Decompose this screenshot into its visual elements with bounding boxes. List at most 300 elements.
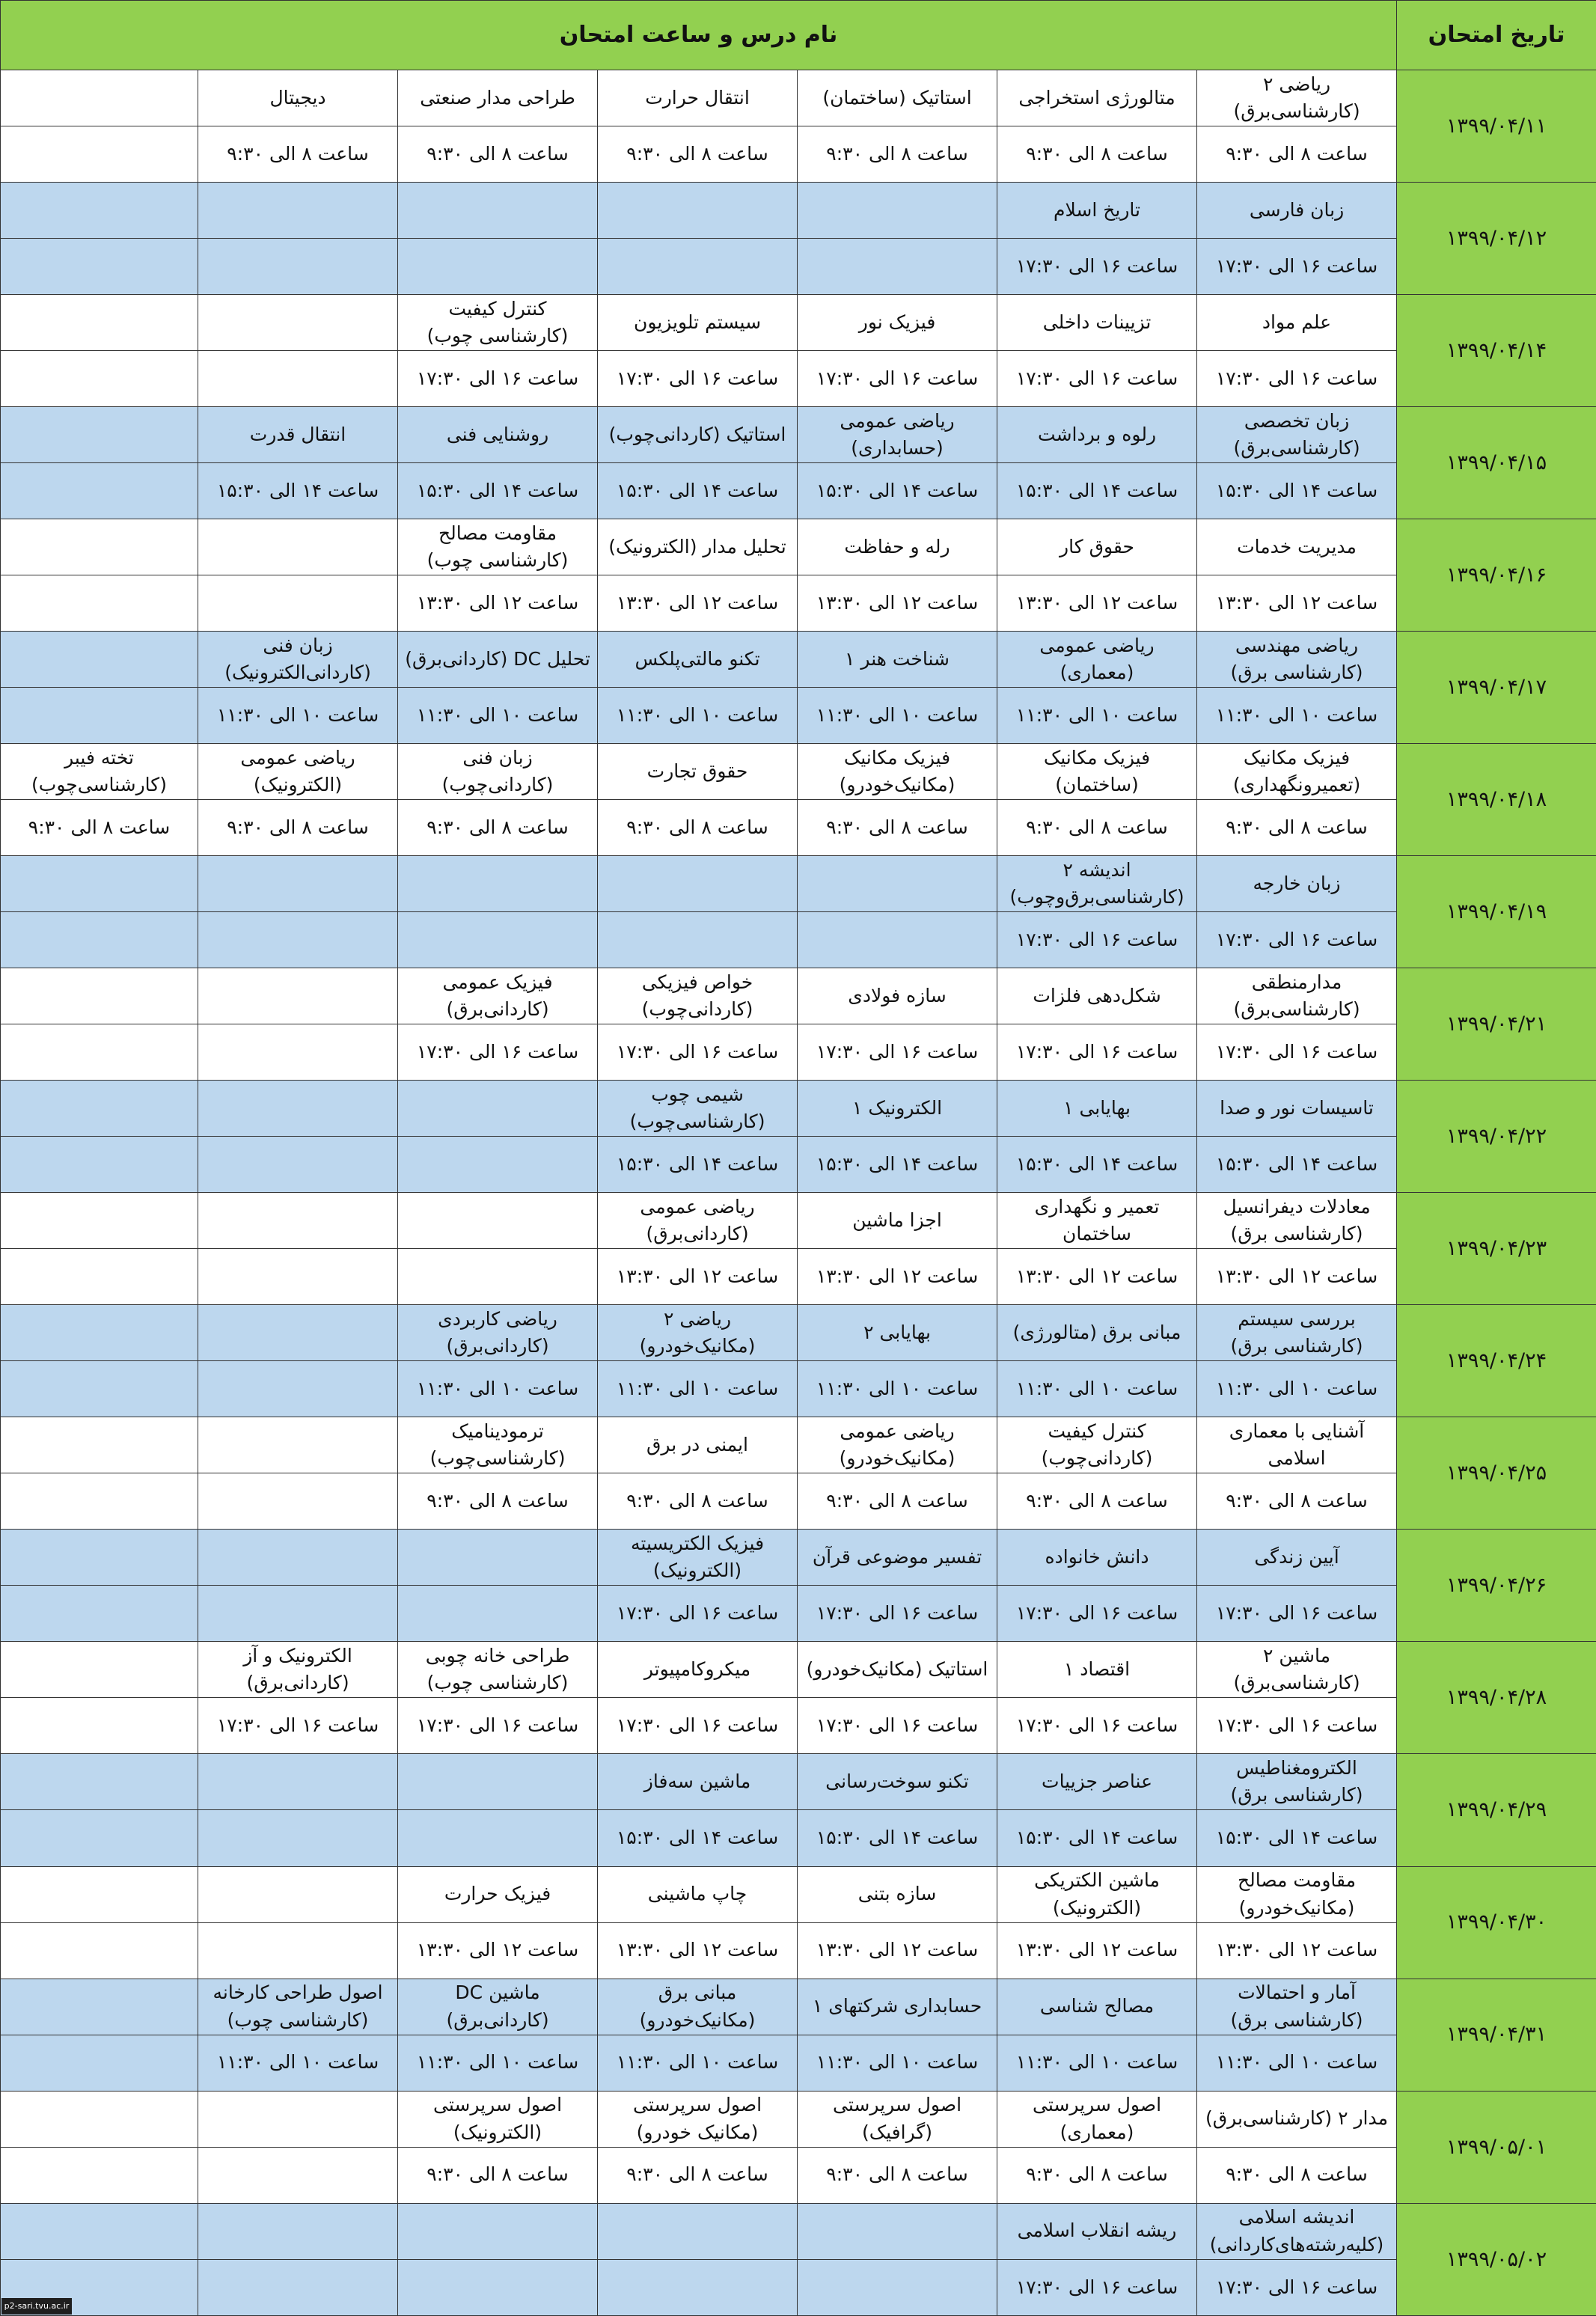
exam-time: ساعت ۱۲ الی ۱۳:۳۰ <box>598 1249 798 1305</box>
course-name: فیزیک مکانیک (ساختمان) <box>997 744 1197 800</box>
exam-date: ۱۳۹۹/۰۴/۲۴ <box>1397 1305 1596 1417</box>
exam-date: ۱۳۹۹/۰۴/۲۵ <box>1397 1417 1596 1530</box>
exam-time <box>198 912 398 968</box>
course-name: دیجیتال <box>198 70 398 126</box>
course-name: ایمنی در برق <box>598 1417 798 1473</box>
exam-time: ساعت ۱۶ الی ۱۷:۳۰ <box>1197 2259 1397 2315</box>
course-name: سازه بتنی <box>798 1866 997 1922</box>
course-name: فیزیک عمومی (کاردانی‌برق) <box>398 968 598 1024</box>
exam-time <box>1 351 198 407</box>
course-name: آشنایی با معماری اسلامی <box>1197 1417 1397 1473</box>
exam-date: ۱۳۹۹/۰۴/۲۶ <box>1397 1530 1596 1642</box>
course-name: مصالح شناسی <box>997 1979 1197 2035</box>
course-name: انتقال قدرت <box>198 407 398 463</box>
course-name: سازه فولادی <box>798 968 997 1024</box>
exam-time: ساعت ۱۴ الی ۱۵:۳۰ <box>997 463 1197 519</box>
course-name: فیزیک حرارت <box>398 1866 598 1922</box>
exam-time <box>398 912 598 968</box>
course-name <box>1 1642 198 1698</box>
exam-time: ساعت ۱۰ الی ۱۱:۳۰ <box>798 2035 997 2091</box>
exam-time: ساعت ۱۰ الی ۱۱:۳۰ <box>198 688 398 744</box>
course-name <box>198 2203 398 2259</box>
course-name: ماشین DC (کاردانی‌برق) <box>398 1979 598 2035</box>
exam-time: ساعت ۱۶ الی ۱۷:۳۰ <box>798 1698 997 1754</box>
exam-time: ساعت ۱۶ الی ۱۷:۳۰ <box>198 1698 398 1754</box>
course-name: ماشین الکتریکی (الکترونیک) <box>997 1866 1197 1922</box>
course-name: اندیشه ۲ (کارشناسی‌برق‌وچوب) <box>997 856 1197 912</box>
exam-time: ساعت ۸ الی ۹:۳۰ <box>198 800 398 856</box>
exam-date: ۱۳۹۹/۰۴/۳۰ <box>1397 1866 1596 1979</box>
course-name: تحلیل DC (کاردانی‌برق) <box>398 632 598 688</box>
course-name: شکل‌دهی فلزات <box>997 968 1197 1024</box>
site-watermark: p2-sari.tvu.ac.ir <box>1 2298 72 2315</box>
course-name: تخته فیبر (کارشناسی‌چوب) <box>1 744 198 800</box>
course-name <box>1 519 198 575</box>
course-row <box>1 1193 1596 1249</box>
course-row <box>1 632 1596 688</box>
course-name: تفسیر موضوعی قرآن <box>798 1530 997 1586</box>
time-row <box>1 351 1596 407</box>
course-name <box>198 968 398 1024</box>
course-name <box>198 856 398 912</box>
course-name <box>1 183 198 239</box>
course-name: اصول سرپرستی (الکترونیک) <box>398 2091 598 2147</box>
course-name: ریاضی ۲ (مکانیک‌خودرو) <box>598 1305 798 1361</box>
exam-time: ساعت ۱۴ الی ۱۵:۳۰ <box>398 463 598 519</box>
time-row <box>1 1698 1596 1754</box>
exam-time <box>198 2147 398 2203</box>
course-name: اندیشه اسلامی (کلیه‌رشته‌های‌کاردانی) <box>1197 2203 1397 2259</box>
course-row <box>1 968 1596 1024</box>
course-name <box>1 968 198 1024</box>
course-name: زبان فارسی <box>1197 183 1397 239</box>
course-name <box>1 1530 198 1586</box>
exam-time <box>198 1137 398 1193</box>
exam-time: ساعت ۱۴ الی ۱۵:۳۰ <box>1197 1137 1397 1193</box>
course-name <box>598 183 798 239</box>
exam-date: ۱۳۹۹/۰۴/۲۳ <box>1397 1193 1596 1305</box>
course-name: سیستم تلویزیون <box>598 295 798 351</box>
exam-time <box>198 575 398 632</box>
course-name: زبان تخصصی (کارشناسی‌برق) <box>1197 407 1397 463</box>
exam-time <box>1 2035 198 2091</box>
exam-time: ساعت ۸ الی ۹:۳۰ <box>798 126 997 183</box>
exam-time: ساعت ۱۶ الی ۱۷:۳۰ <box>997 1586 1197 1642</box>
course-row <box>1 1081 1596 1137</box>
course-name: طراحی مدار صنعتی <box>398 70 598 126</box>
course-name: مبانی برق (مکانیک‌خودرو) <box>598 1979 798 2035</box>
exam-time: ساعت ۱۲ الی ۱۳:۳۰ <box>997 575 1197 632</box>
course-name: مدارمنطقی (کارشناسی‌برق) <box>1197 968 1397 1024</box>
course-name <box>1 1305 198 1361</box>
header-row <box>1 1 1596 70</box>
course-row <box>1 407 1596 463</box>
course-name <box>1 2203 198 2259</box>
time-row <box>1 688 1596 744</box>
exam-time: ساعت ۸ الی ۹:۳۰ <box>398 800 598 856</box>
time-row <box>1 1024 1596 1081</box>
exam-time <box>1 463 198 519</box>
course-name <box>198 1305 398 1361</box>
course-name <box>1 2091 198 2147</box>
time-row <box>1 126 1596 183</box>
exam-date: ۱۳۹۹/۰۴/۳۱ <box>1397 1979 1596 2091</box>
exam-time: ساعت ۱۲ الی ۱۳:۳۰ <box>1197 575 1397 632</box>
exam-date: ۱۳۹۹/۰۵/۰۲ <box>1397 2203 1596 2315</box>
course-name: فیزیک مکانیک (مکانیک‌خودرو) <box>798 744 997 800</box>
course-name: ریشه انقلاب اسلامی <box>997 2203 1197 2259</box>
course-name <box>598 2203 798 2259</box>
course-name <box>1 295 198 351</box>
exam-time <box>1 688 198 744</box>
exam-time: ساعت ۸ الی ۹:۳۰ <box>1 800 198 856</box>
course-name: خواص فیزیکی (کاردانی‌چوب) <box>598 968 798 1024</box>
course-name: انتقال حرارت <box>598 70 798 126</box>
course-row <box>1 1979 1596 2035</box>
course-name: تحلیل مدار (الکترونیک) <box>598 519 798 575</box>
course-name: الکترونیک ۱ <box>798 1081 997 1137</box>
exam-date: ۱۳۹۹/۰۴/۱۷ <box>1397 632 1596 744</box>
course-name: دانش خانواده <box>997 1530 1197 1586</box>
course-name: شیمی چوب (کارشناسی‌چوب) <box>598 1081 798 1137</box>
exam-time <box>1 912 198 968</box>
course-name: ماشین ۲ (کارشناسی‌برق) <box>1197 1642 1397 1698</box>
course-name <box>1 632 198 688</box>
time-row <box>1 912 1596 968</box>
exam-time: ساعت ۸ الی ۹:۳۰ <box>598 2147 798 2203</box>
course-row <box>1 1417 1596 1473</box>
exam-date: ۱۳۹۹/۰۴/۱۱ <box>1397 70 1596 183</box>
exam-date: ۱۳۹۹/۰۴/۱۲ <box>1397 183 1596 295</box>
exam-time: ساعت ۱۴ الی ۱۵:۳۰ <box>1197 463 1397 519</box>
course-name: چاپ ماشینی <box>598 1866 798 1922</box>
exam-time <box>1 1698 198 1754</box>
course-name <box>198 1081 398 1137</box>
course-name: تکنو سوخت‌رسانی <box>798 1754 997 1810</box>
course-name <box>398 2203 598 2259</box>
exam-time <box>798 912 997 968</box>
exam-date: ۱۳۹۹/۰۴/۱۸ <box>1397 744 1596 856</box>
course-row <box>1 183 1596 239</box>
course-name: ریاضی عمومی (حسابداری) <box>798 407 997 463</box>
exam-time: ساعت ۱۴ الی ۱۵:۳۰ <box>997 1810 1197 1866</box>
exam-time: ساعت ۸ الی ۹:۳۰ <box>1197 800 1397 856</box>
course-name: تکنو مالتی‌پلکس <box>598 632 798 688</box>
course-name: فیزیک الکتریسیته (الکترونیک) <box>598 1530 798 1586</box>
course-name: استاتیک (کاردانی‌چوب) <box>598 407 798 463</box>
exam-time: ساعت ۱۰ الی ۱۱:۳۰ <box>598 688 798 744</box>
course-name <box>1 1193 198 1249</box>
course-name: ریاضی مهندسی (کارشناسی برق) <box>1197 632 1397 688</box>
course-name: رلوه و برداشت <box>997 407 1197 463</box>
exam-time <box>398 1249 598 1305</box>
course-name: اجزا ماشین <box>798 1193 997 1249</box>
course-row <box>1 70 1596 126</box>
exam-date: ۱۳۹۹/۰۴/۱۴ <box>1397 295 1596 407</box>
exam-time <box>198 351 398 407</box>
exam-time <box>398 239 598 295</box>
exam-time: ساعت ۱۴ الی ۱۵:۳۰ <box>798 463 997 519</box>
course-name <box>398 1081 598 1137</box>
course-name <box>1 1866 198 1922</box>
course-name: آمار و احتمالات (کارشناسی برق) <box>1197 1979 1397 2035</box>
exam-time: ساعت ۱۶ الی ۱۷:۳۰ <box>997 1698 1197 1754</box>
exam-time: ساعت ۱۴ الی ۱۵:۳۰ <box>798 1137 997 1193</box>
exam-time <box>1 239 198 295</box>
exam-time <box>198 1810 398 1866</box>
exam-time: ساعت ۱۰ الی ۱۱:۳۰ <box>398 2035 598 2091</box>
exam-time: ساعت ۱۲ الی ۱۳:۳۰ <box>398 1922 598 1979</box>
course-name <box>198 1417 398 1473</box>
exam-date: ۱۳۹۹/۰۴/۱۵ <box>1397 407 1596 519</box>
course-name <box>1 1979 198 2035</box>
exam-time: ساعت ۸ الی ۹:۳۰ <box>598 800 798 856</box>
course-name <box>798 856 997 912</box>
exam-time <box>398 2259 598 2315</box>
exam-time: ساعت ۱۶ الی ۱۷:۳۰ <box>1197 1586 1397 1642</box>
course-name: الکترونیک و آز (کاردانی‌برق) <box>198 1642 398 1698</box>
exam-time <box>1 126 198 183</box>
course-name <box>398 183 598 239</box>
exam-time: ساعت ۱۰ الی ۱۱:۳۰ <box>1197 1361 1397 1417</box>
exam-time <box>1 1361 198 1417</box>
course-name: مقاومت مصالح (کارشناسی چوب) <box>398 519 598 575</box>
time-row <box>1 463 1596 519</box>
exam-time <box>198 1922 398 1979</box>
exam-time: ساعت ۸ الی ۹:۳۰ <box>398 2147 598 2203</box>
course-name: مقاومت مصالح (مکانیک‌خودرو) <box>1197 1866 1397 1922</box>
exam-time: ساعت ۱۲ الی ۱۳:۳۰ <box>798 1249 997 1305</box>
exam-time <box>598 2259 798 2315</box>
exam-time: ساعت ۸ الی ۹:۳۰ <box>798 800 997 856</box>
exam-date: ۱۳۹۹/۰۵/۰۱ <box>1397 2091 1596 2203</box>
exam-time: ساعت ۱۴ الی ۱۵:۳۰ <box>798 1810 997 1866</box>
exam-time: ساعت ۱۰ الی ۱۱:۳۰ <box>398 688 598 744</box>
course-column-header: نام درس و ساعت امتحان <box>1 1 1397 70</box>
exam-time: ساعت ۱۲ الی ۱۳:۳۰ <box>997 1249 1197 1305</box>
course-name <box>198 519 398 575</box>
exam-time: ساعت ۱۶ الی ۱۷:۳۰ <box>398 351 598 407</box>
course-name: ریاضی عمومی (کاردانی‌برق) <box>598 1193 798 1249</box>
course-name <box>1 407 198 463</box>
course-name: ترمودینامیک (کارشناسی‌چوب) <box>398 1417 598 1473</box>
exam-time: ساعت ۸ الی ۹:۳۰ <box>598 126 798 183</box>
exam-time <box>1 1922 198 1979</box>
exam-time: ساعت ۱۰ الی ۱۱:۳۰ <box>398 1361 598 1417</box>
course-name: رله و حفاظت <box>798 519 997 575</box>
course-name: استاتیک (ساختمان) <box>798 70 997 126</box>
exam-time <box>398 1137 598 1193</box>
course-name <box>1 1081 198 1137</box>
course-name: بهایابی ۲ <box>798 1305 997 1361</box>
course-name: اصول سرپرستی (گرافیک) <box>798 2091 997 2147</box>
course-name: ریاضی ۲ (کارشناسی‌برق) <box>1197 70 1397 126</box>
time-row <box>1 1810 1596 1866</box>
time-row <box>1 239 1596 295</box>
time-row <box>1 2035 1596 2091</box>
time-row <box>1 2259 1596 2315</box>
exam-time <box>198 1024 398 1081</box>
course-name: متالورژی استخراجی <box>997 70 1197 126</box>
exam-time <box>1 1810 198 1866</box>
course-name <box>1 1754 198 1810</box>
date-column-header: تاریخ امتحان <box>1397 1 1596 70</box>
exam-time: ساعت ۱۲ الی ۱۳:۳۰ <box>598 575 798 632</box>
exam-time: ساعت ۱۶ الی ۱۷:۳۰ <box>997 351 1197 407</box>
exam-time: ساعت ۱۶ الی ۱۷:۳۰ <box>997 239 1197 295</box>
course-name: اقتصاد ۱ <box>997 1642 1197 1698</box>
course-name: ریاضی کاربردی (کاردانی‌برق) <box>398 1305 598 1361</box>
course-name: مدار ۲ (کارشناسی‌برق) <box>1197 2091 1397 2147</box>
exam-time: ساعت ۱۶ الی ۱۷:۳۰ <box>598 1698 798 1754</box>
time-row <box>1 1361 1596 1417</box>
course-name <box>198 183 398 239</box>
exam-time: ساعت ۸ الی ۹:۳۰ <box>997 1473 1197 1530</box>
time-row <box>1 800 1596 856</box>
exam-time: ساعت ۸ الی ۹:۳۰ <box>598 1473 798 1530</box>
exam-time: ساعت ۱۲ الی ۱۳:۳۰ <box>1197 1922 1397 1979</box>
exam-time <box>798 2259 997 2315</box>
exam-time <box>198 1361 398 1417</box>
exam-time: ساعت ۸ الی ۹:۳۰ <box>198 126 398 183</box>
exam-time <box>598 912 798 968</box>
course-name: مبانی برق (متالورژی) <box>997 1305 1197 1361</box>
time-row <box>1 1473 1596 1530</box>
exam-time: ساعت ۸ الی ۹:۳۰ <box>1197 2147 1397 2203</box>
exam-date: ۱۳۹۹/۰۴/۲۱ <box>1397 968 1596 1081</box>
course-name: حسابداری شرکتهای ۱ <box>798 1979 997 2035</box>
exam-time <box>198 1473 398 1530</box>
course-name: فیزیک نور <box>798 295 997 351</box>
exam-time <box>398 1810 598 1866</box>
exam-time: ساعت ۱۶ الی ۱۷:۳۰ <box>398 1024 598 1081</box>
course-name <box>798 2203 997 2259</box>
time-row <box>1 575 1596 632</box>
course-name: ریاضی عمومی (معماری) <box>997 632 1197 688</box>
exam-time <box>198 1586 398 1642</box>
exam-time <box>1 1473 198 1530</box>
exam-time: ساعت ۸ الی ۹:۳۰ <box>798 2147 997 2203</box>
course-name: حقوق تجارت <box>598 744 798 800</box>
exam-time: ساعت ۱۶ الی ۱۷:۳۰ <box>1197 239 1397 295</box>
course-name: اصول سرپرستی (معماری) <box>997 2091 1197 2147</box>
exam-time: ساعت ۱۶ الی ۱۷:۳۰ <box>1197 1698 1397 1754</box>
course-row <box>1 1642 1596 1698</box>
course-name: زبان فنی (کاردانی‌چوب) <box>398 744 598 800</box>
course-name: الکترومغناطیس (کارشناسی برق) <box>1197 1754 1397 1810</box>
exam-date: ۱۳۹۹/۰۴/۱۶ <box>1397 519 1596 632</box>
exam-date: ۱۳۹۹/۰۴/۲۲ <box>1397 1081 1596 1193</box>
course-name: بهایابی ۱ <box>997 1081 1197 1137</box>
exam-time: ساعت ۸ الی ۹:۳۰ <box>997 2147 1197 2203</box>
exam-time: ساعت ۱۲ الی ۱۳:۳۰ <box>398 575 598 632</box>
exam-time: ساعت ۱۶ الی ۱۷:۳۰ <box>798 1024 997 1081</box>
time-row <box>1 1922 1596 1979</box>
course-row <box>1 2091 1596 2147</box>
exam-time: ساعت ۱۴ الی ۱۵:۳۰ <box>598 463 798 519</box>
exam-time: ساعت ۱۶ الی ۱۷:۳۰ <box>398 1698 598 1754</box>
exam-time <box>798 239 997 295</box>
course-name: زبان خارجه <box>1197 856 1397 912</box>
course-name <box>598 856 798 912</box>
course-name <box>198 1754 398 1810</box>
exam-time: ساعت ۱۲ الی ۱۳:۳۰ <box>798 1922 997 1979</box>
time-row <box>1 2147 1596 2203</box>
exam-time: ساعت ۱۶ الی ۱۷:۳۰ <box>798 1586 997 1642</box>
course-name: ماشین سه‌فاز <box>598 1754 798 1810</box>
exam-time: ساعت ۱۰ الی ۱۱:۳۰ <box>997 2035 1197 2091</box>
time-row <box>1 1249 1596 1305</box>
course-name: میکروکامپیوتر <box>598 1642 798 1698</box>
exam-time: ساعت ۱۰ الی ۱۱:۳۰ <box>1197 688 1397 744</box>
exam-time: ساعت ۱۲ الی ۱۳:۳۰ <box>798 575 997 632</box>
exam-time <box>1 2147 198 2203</box>
course-name: اصول سرپرستی (مکانیک خودرو) <box>598 2091 798 2147</box>
exam-time <box>1 1586 198 1642</box>
exam-time: ساعت ۸ الی ۹:۳۰ <box>1197 126 1397 183</box>
course-name <box>398 1193 598 1249</box>
time-row <box>1 1137 1596 1193</box>
course-row <box>1 856 1596 912</box>
exam-time: ساعت ۱۶ الی ۱۷:۳۰ <box>798 351 997 407</box>
course-name <box>398 1530 598 1586</box>
course-name: حقوق کار <box>997 519 1197 575</box>
course-name: ریاضی عمومی (الکترونیک) <box>198 744 398 800</box>
course-name <box>398 856 598 912</box>
course-row <box>1 519 1596 575</box>
exam-time <box>198 2259 398 2315</box>
exam-time <box>1 1024 198 1081</box>
course-name: علم مواد <box>1197 295 1397 351</box>
course-name: تاسیسات نور و صدا <box>1197 1081 1397 1137</box>
exam-time: ساعت ۱۶ الی ۱۷:۳۰ <box>1197 1024 1397 1081</box>
course-row <box>1 744 1596 800</box>
course-name: طراحی خانه چوبی (کارشناسی چوب) <box>398 1642 598 1698</box>
exam-time: ساعت ۱۲ الی ۱۳:۳۰ <box>598 1922 798 1979</box>
course-row <box>1 1754 1596 1810</box>
course-name: عناصر جزییات <box>997 1754 1197 1810</box>
course-name <box>1 1417 198 1473</box>
exam-time: ساعت ۱۰ الی ۱۱:۳۰ <box>798 1361 997 1417</box>
exam-time: ساعت ۱۴ الی ۱۵:۳۰ <box>997 1137 1197 1193</box>
course-name <box>198 1530 398 1586</box>
course-name: شناخت هنر ۱ <box>798 632 997 688</box>
exam-time: ساعت ۸ الی ۹:۳۰ <box>1197 1473 1397 1530</box>
course-name <box>1 856 198 912</box>
exam-time: ساعت ۱۴ الی ۱۵:۳۰ <box>198 463 398 519</box>
exam-time: ساعت ۸ الی ۹:۳۰ <box>398 1473 598 1530</box>
course-name: کنترل کیفیت (کاردانی‌چوب) <box>997 1417 1197 1473</box>
exam-time <box>198 1249 398 1305</box>
exam-time <box>198 239 398 295</box>
course-row <box>1 1530 1596 1586</box>
exam-date: ۱۳۹۹/۰۴/۲۹ <box>1397 1754 1596 1866</box>
exam-time: ساعت ۱۰ الی ۱۱:۳۰ <box>598 2035 798 2091</box>
course-name: بررسی سیستم (کارشناسی برق) <box>1197 1305 1397 1361</box>
exam-time: ساعت ۱۰ الی ۱۱:۳۰ <box>198 2035 398 2091</box>
course-name <box>198 1193 398 1249</box>
course-name <box>1 70 198 126</box>
course-name: آیین زندگی <box>1197 1530 1397 1586</box>
schedule-body <box>1 70 1596 2316</box>
exam-time <box>598 239 798 295</box>
course-name: فیزیک مکانیک (تعمیرونگهداری) <box>1197 744 1397 800</box>
course-name <box>398 1754 598 1810</box>
exam-time <box>1 1137 198 1193</box>
exam-time: ساعت ۱۶ الی ۱۷:۳۰ <box>598 351 798 407</box>
exam-date: ۱۳۹۹/۰۴/۲۸ <box>1397 1642 1596 1754</box>
exam-time: ساعت ۱۶ الی ۱۷:۳۰ <box>997 912 1197 968</box>
